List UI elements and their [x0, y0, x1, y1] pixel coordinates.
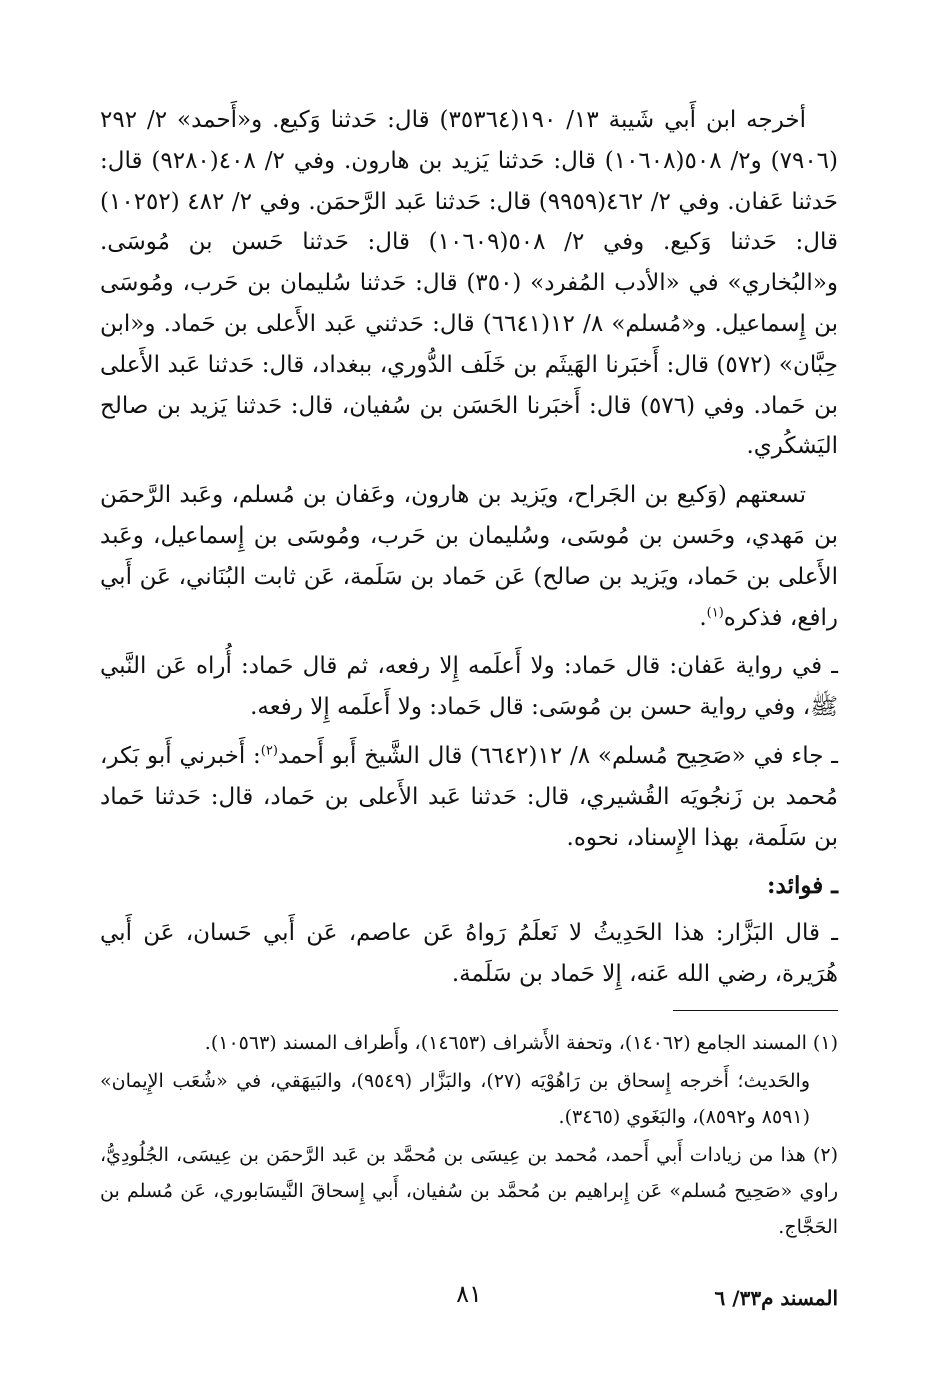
paragraph-narrators-text: تسعتهم (وَكيع بن الجَراح، ويَزيد بن هارون، وعَفان بن مُسلم، وعَبد الرَّحمَن بن مَهدي، وحَسن بن مُوسَى، وسُليمان بن حَرب، ومُوسَى بن إِسماعيل، وعَبد الأَعلى بن حَماد، ويَزيد بن صالح) عَن حَماد بن سَلَمة، عَن ثابت البُنَاني، عَن أَبي رافع، فذكره	[100, 482, 838, 631]
signature-mark: المسند م٣٣/ ٦	[714, 1286, 838, 1310]
paragraph-narrators	[100, 475, 838, 638]
paragraph-takhrij: أخرجه ابن أَبي شَيبة ١٣/ ١٩٠(٣٥٣٦٤) قال: حَدثنا وَكيع. و«أَحمد» ٢/ ٢٩٢ (٧٩٠٦) و٢/ ٥٠٨(١٠٦٠٨) قال: حَدثنا يَزيد بن هارون. وفي ٢/ ٤٠٨(٩٢٨٠) قال: حَدثنا عَفان. وفي ٢/ ٤٦٢(٩٩٥٩) قال: حَدثنا عَبد الرَّحمَن. وفي ٢/ ٤٨٢ (١٠٢٥٢) قال: حَدثنا وَكيع. وفي ٢/ ٥٠٨(١٠٦٠٩) قال: حَدثنا حَسن بن مُوسَى. و«البُخاري» في «الأدب المُفرد» (٣٥٠) قال: حَدثنا سُليمان بن حَرب، ومُوسَى بن إِسماعيل. و«مُسلم» ٨/ ١٢(٦٦٤١) قال: حَدثني عَبد الأَعلى بن حَماد. و«ابن حِبَّان» (٥٧٢) قال: أَخبَرنا الهَيثَم بن خَلَف الدُّوري، ببغداد، قال: حَدثنا عَبد الأَعلى بن حَماد. وفي (٥٧٦) قال: أَخبَرنا الحَسَن بن سُفيان، قال: حَدثنا يَزيد بن صالح اليَشكُري.	[100, 107, 839, 460]
footnote-1: (١) المسند الجامع (١٤٠٦٢)، وتحفة الأَشراف (١٤٦٥٣)، وأَطراف المسند (١٠٥٦٣).	[204, 1032, 838, 1054]
paragraph-narrators-end: .	[699, 604, 707, 631]
document-page	[100, 100, 838, 1330]
footnote-separator	[673, 1010, 838, 1011]
page-number: ٨١	[456, 1280, 482, 1308]
paragraph-bazzar: ـ قال البَزَّار: هذا الحَدِيثُ لا نَعلَمُ رَواهُ عَن عاصم، عَن أَبي حَسان، عَن أَبي هُرَيرة، رضي الله عَنه، إِلا حَماد بن سَلَمة.	[100, 920, 838, 987]
footnotes	[100, 1025, 838, 1247]
fawaid-heading: ـ فوائد:	[767, 872, 838, 900]
paragraph-sahih-muslim-end: : أَخبرني أَبو بَكر، مُحمد بن زَنجُويَه القُشيري، قال: حَدثنا عَبد الأَعلى بن حَماد، قال: حَدثنا حَماد بن سَلَمة، بهذا الإِسناد، نحوه.	[100, 742, 838, 851]
paragraph-sahih-muslim-text: ـ جاء في «صَحِيح مُسلم» ٨/ ١٢(٦٦٤٢) قال الشَّيخ أَبو أَحمد	[277, 742, 838, 769]
footnote-2: (٢) هذا من زيادات أَبي أَحمد، مُحمد بن عِيسَى بن مُحمَّد بن عَبد الرَّحمَن بن عِيسَى، الجُلُودِيُّ، راوي «صَحِيح مُسلم» عَن إِبراهيم بن مُحمَّد بن سُفيان، أَبي إِسحاقَ النَّيسَابوري، عَن مُسلم بن الحَجَّاج.	[100, 1144, 838, 1238]
footnote-ref-2[interactable]: (٢)	[260, 743, 278, 759]
paragraph-sahih-muslim	[100, 736, 838, 858]
footnote-ref-1[interactable]: (١)	[706, 604, 724, 620]
paragraph-riwaya: ـ في رواية عَفان: قال حَماد: ولا أَعلَمه إِلا رفعه، ثم قال حَماد: أُراه عَن النَّبي ﷺ، وفي رواية حسن بن مُوسَى: قال حَماد: ولا أَعلَمه إِلا رفعه.	[100, 653, 838, 721]
main-text	[100, 100, 838, 995]
footnote-1-continuation: والحَديث؛ أَخرجه إِسحاق بن رَاهُوْيَه (٢٧)، والبَزَّار (٩٥٤٩)، والبَيهَقي، في «شُعَب الإِيمان» (٨٥٩١ و٨٥٩٢)، والبَغَوي (٣٤٦٥).	[100, 1070, 811, 1128]
